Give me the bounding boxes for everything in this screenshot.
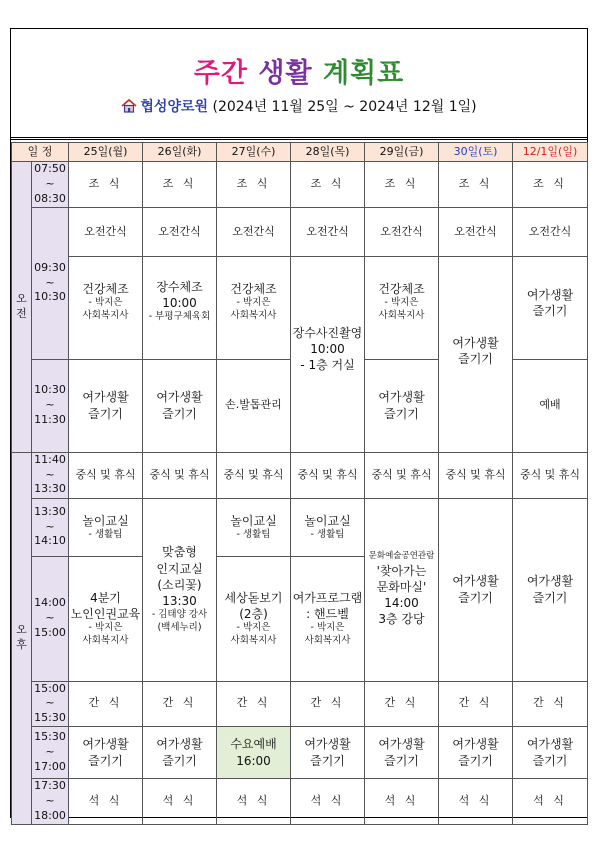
worship-time: 16:00 (236, 753, 271, 768)
fri-pm-org: 문화예술공연관람 (368, 551, 435, 562)
leisure-sat-pm-2: 즐기기 (458, 590, 493, 605)
thu-pm-1: 여가프로그램 (292, 590, 363, 605)
cell-mon-1330 (69, 498, 143, 556)
dinner-tue: 석 식 (143, 779, 217, 825)
time-1400 (32, 556, 69, 681)
snack-pm-sat: 간 식 (439, 681, 513, 727)
lunch-mon: 중식 및 휴식 (69, 452, 143, 498)
activity-wed (217, 257, 290, 323)
snack-thu: 오전간식 (291, 208, 364, 257)
activity-sat-1: 여가생활 (452, 335, 499, 350)
title-part-2: 생활 (258, 58, 313, 89)
tue-pm-note-1: - 김태양 강사 (151, 609, 208, 621)
time-sep: ~ (45, 745, 55, 759)
leisure-tue-1: 여가생활 (156, 390, 203, 405)
dinner-sat: 석 식 (439, 779, 513, 825)
row-breakfast (12, 162, 588, 208)
time-start: 09:30 (34, 260, 66, 274)
cell-tue-pm (143, 498, 217, 681)
cell-sun-pm (513, 498, 588, 681)
breakfast-sat: 조 식 (439, 162, 513, 208)
breakfast-tue: 조 식 (143, 162, 217, 208)
leisure-line-1: 여가생활 (156, 737, 203, 752)
time-1500 (32, 681, 69, 727)
time-start: 10:30 (34, 383, 66, 397)
row-dinner (12, 779, 588, 825)
wed-pm-role: 사회복지사 (230, 634, 277, 646)
activity-tue (143, 257, 216, 324)
schedule-label: 일 정 (12, 143, 69, 162)
cell-sun-1530 (513, 727, 588, 779)
day-header-row (12, 143, 588, 162)
leisure-sat-pm-1: 여가생활 (452, 574, 499, 589)
activity-mon-staff: - 박지은 (88, 296, 123, 308)
leisure-line-2: 즐기기 (384, 753, 419, 768)
home-icon (121, 99, 137, 113)
time-1030 (32, 359, 69, 452)
activity-mon-title: 건강체조 (82, 281, 129, 296)
cell-wed-1530 (217, 727, 291, 779)
cell-sun-morning (513, 207, 588, 359)
snack-wed: 오전간식 (217, 208, 290, 257)
day-wed: 27일(수) (217, 143, 291, 162)
activity-thu-place: - 1층 거실 (300, 357, 355, 372)
time-start: 07:50 (34, 162, 66, 175)
wed-pm-2: (2층) (239, 606, 268, 621)
breakfast-fri: 조 식 (365, 162, 439, 208)
cell-mon-1530 (69, 727, 143, 779)
day-mon: 25일(월) (69, 143, 143, 162)
activity-tue-time: 10:00 (162, 295, 197, 310)
cell-mon-1400 (69, 556, 143, 681)
leisure-sun-pm-1: 여가생활 (526, 574, 574, 589)
snack-tue: 오전간식 (143, 208, 216, 257)
play-class-wed: 놀이교실 (230, 513, 277, 528)
activity-wed-staff: - 박지은 (236, 296, 271, 308)
leisure-line-2: 즐기기 (162, 753, 197, 768)
schedule-table (11, 142, 588, 825)
activity-sun-2: 즐기기 (532, 303, 568, 318)
activity-thu (291, 257, 364, 374)
dinner-thu: 석 식 (291, 779, 365, 825)
day-sat: 30일(토) (439, 143, 513, 162)
activity-fri-role: 사회복지사 (378, 309, 425, 321)
cell-wed-1330 (217, 498, 291, 556)
dinner-fri: 석 식 (365, 779, 439, 825)
play-team-mon: - 생활팀 (88, 528, 123, 540)
leisure-mon-1: 여가생활 (82, 390, 129, 405)
lunch-sat: 중식 및 휴식 (439, 452, 513, 498)
activity-sat (439, 257, 512, 367)
lunch-sun: 중식 및 휴식 (513, 452, 588, 498)
dinner-mon: 석 식 (69, 779, 143, 825)
activity-tue-title: 장수체조 (156, 279, 203, 294)
mon-pm-2: 노인인권교육 (70, 606, 141, 621)
thu-pm-2: : 핸드벨 (306, 606, 349, 621)
activity-mon (69, 257, 142, 323)
cell-wed-1030: 손.발톱관리 (217, 359, 291, 452)
mon-pm-1: 4분기 (90, 590, 121, 605)
time-end: 11:30 (34, 412, 66, 426)
time-end: 15:00 (34, 625, 66, 639)
time-end: 13:30 (34, 482, 66, 496)
leisure-line-2: 즐기기 (458, 753, 493, 768)
cell-wed-1400 (217, 556, 291, 681)
tue-pm-3: (소리꽃) (157, 577, 202, 592)
leisure-fri-1: 여가생활 (378, 390, 425, 405)
cell-mon-1030 (69, 359, 143, 452)
leisure-line-2: 즐기기 (88, 753, 123, 768)
activity-wed-role: 사회복지사 (230, 309, 277, 321)
mon-pm-role: 사회복지사 (82, 634, 129, 646)
snack-fri: 오전간식 (365, 208, 438, 257)
date-range: (2024년 11월 25일 ~ 2024년 12월 1일) (212, 99, 477, 115)
mon-pm-staff: - 박지은 (88, 621, 123, 633)
time-end: 17:00 (34, 759, 66, 773)
fri-pm-4: 3층 강당 (378, 612, 425, 627)
snack-sun: 오전간식 (513, 208, 587, 257)
snack-pm-fri: 간 식 (365, 681, 439, 727)
thu-pm-staff: - 박지은 (310, 621, 345, 633)
organization-name: 협성양로원 (140, 99, 209, 115)
tue-pm-1: 맞춤형 (162, 545, 197, 560)
cell-tue-1530 (143, 727, 217, 779)
day-tue: 26일(화) (143, 143, 217, 162)
dinner-wed: 석 식 (217, 779, 291, 825)
cell-fri-pm (365, 498, 439, 681)
cell-sat-morning (439, 207, 513, 452)
snack-pm-thu: 간 식 (291, 681, 365, 727)
activity-fri-staff: - 박지은 (384, 296, 419, 308)
period-am-1: 오 (16, 291, 27, 305)
time-start: 15:00 (34, 681, 66, 695)
activity-wed-title: 건강체조 (230, 281, 277, 296)
period-pm-1: 오 (16, 623, 27, 637)
time-end: 18:00 (34, 808, 66, 822)
worship-title: 수요예배 (230, 737, 277, 752)
snack-pm-wed: 간 식 (217, 681, 291, 727)
day-thu: 28일(목) (291, 143, 365, 162)
snack-pm-sun: 간 식 (513, 681, 588, 727)
cell-tue-morning (143, 207, 217, 359)
play-class-mon: 놀이교실 (82, 513, 129, 528)
title-part-1: 주간 (193, 58, 248, 89)
time-end: 15:30 (34, 711, 66, 725)
time-start: 13:30 (34, 504, 66, 518)
leisure-line-1: 여가생활 (82, 737, 129, 752)
row-lunch (12, 452, 588, 498)
time-1730 (32, 779, 69, 825)
snack-mon: 오전간식 (69, 208, 142, 257)
fri-pm-1: '찾아가는 (376, 563, 427, 578)
leisure-mon-2: 즐기기 (88, 406, 123, 421)
play-class-thu: 놀이교실 (304, 513, 351, 528)
time-sep: ~ (45, 398, 55, 412)
row-snack (12, 681, 588, 727)
subtitle (11, 96, 587, 116)
period-pm-2: 후 (16, 638, 27, 652)
period-am (12, 162, 32, 453)
cell-fri-1530 (365, 727, 439, 779)
snack-pm-mon: 간 식 (69, 681, 143, 727)
time-sep: ~ (45, 793, 55, 807)
play-team-wed: - 생활팀 (236, 528, 271, 540)
time-sep: ~ (45, 176, 55, 190)
snack-sat: 오전간식 (439, 208, 512, 257)
cell-thu-morning (291, 207, 365, 452)
lunch-thu: 중식 및 휴식 (291, 452, 365, 498)
cell-mon-morning (69, 207, 143, 359)
leisure-line-2: 즐기기 (532, 753, 568, 768)
activity-sun (513, 257, 587, 319)
tue-pm-2: 인지교실 (156, 561, 203, 576)
lunch-tue: 중식 및 휴식 (143, 452, 217, 498)
leisure-line-1: 여가생활 (452, 737, 499, 752)
cell-tue-1030 (143, 359, 217, 452)
time-1140 (32, 452, 69, 498)
period-am-2: 전 (16, 306, 27, 320)
day-fri: 29일(금) (365, 143, 439, 162)
cell-thu-1530 (291, 727, 365, 779)
time-end: 14:10 (34, 534, 66, 548)
leisure-line-2: 즐기기 (310, 753, 345, 768)
breakfast-wed: 조 식 (217, 162, 291, 208)
period-pm (12, 452, 32, 824)
time-1330 (32, 498, 69, 556)
leisure-line-1: 여가생활 (378, 737, 425, 752)
title-part-3: 계획표 (322, 58, 405, 89)
time-sep: ~ (45, 519, 55, 533)
breakfast-sun: 조 식 (513, 162, 588, 208)
cell-wed-morning (217, 207, 291, 359)
activity-thu-title: 장수사진촬영 (292, 325, 363, 340)
header (11, 29, 587, 140)
schedule-page (10, 28, 588, 822)
activity-fri (365, 257, 438, 323)
leisure-sun-pm-2: 즐기기 (532, 590, 568, 605)
leisure-tue-2: 즐기기 (162, 406, 197, 421)
time-sep: ~ (45, 275, 55, 289)
time-0930 (32, 207, 69, 359)
wed-pm-staff: - 박지은 (236, 621, 271, 633)
activity-thu-time: 10:00 (310, 341, 345, 356)
cell-thu-1330 (291, 498, 365, 556)
time-end: 08:30 (34, 191, 66, 205)
activity-sat-2: 즐기기 (458, 351, 493, 366)
snack-pm-tue: 간 식 (143, 681, 217, 727)
fri-pm-3: 14:00 (384, 596, 419, 611)
time-start: 17:30 (34, 779, 66, 793)
thu-pm-role: 사회복지사 (304, 634, 351, 646)
page-title (11, 51, 587, 90)
cell-thu-1400 (291, 556, 365, 681)
activity-tue-note: - 부평구체육회 (148, 310, 211, 322)
cell-fri-morning (365, 207, 439, 359)
breakfast-mon: 조 식 (69, 162, 143, 208)
time-start: 11:40 (34, 452, 66, 466)
activity-fri-title: 건강체조 (378, 281, 425, 296)
cell-sat-pm (439, 498, 513, 681)
leisure-fri-2: 즐기기 (384, 406, 419, 421)
tue-pm-note-2: (백세누리) (157, 621, 202, 633)
row-morning (12, 207, 588, 359)
lunch-wed: 중식 및 휴식 (217, 452, 291, 498)
time-sep: ~ (45, 467, 55, 481)
leisure-line-1: 여가생활 (304, 737, 351, 752)
activity-mon-role: 사회복지사 (82, 309, 129, 321)
breakfast-thu: 조 식 (291, 162, 365, 208)
time-1530 (32, 727, 69, 779)
day-sun: 12/1일(일) (513, 143, 588, 162)
row-1330 (12, 498, 588, 556)
tue-pm-4: 13:30 (162, 593, 197, 608)
time-start: 14:00 (34, 596, 66, 610)
time-sep: ~ (45, 611, 55, 625)
time-sep: ~ (45, 696, 55, 710)
time-end: 10:30 (34, 290, 66, 304)
lunch-fri: 중식 및 휴식 (365, 452, 439, 498)
play-team-thu: - 생활팀 (310, 528, 345, 540)
cell-sat-1530 (439, 727, 513, 779)
row-1530 (12, 727, 588, 779)
fri-pm-2: 문화마실' (376, 580, 427, 595)
activity-sun-1: 여가생활 (526, 287, 574, 302)
wed-pm-1: 세상돋보기 (224, 590, 283, 605)
time-0750 (32, 162, 69, 208)
cell-fri-1030 (365, 359, 439, 452)
cell-sun-1030: 예배 (513, 359, 588, 452)
time-start: 15:30 (34, 730, 66, 744)
dinner-sun: 석 식 (513, 779, 588, 825)
leisure-line-1: 여가생활 (526, 737, 574, 752)
